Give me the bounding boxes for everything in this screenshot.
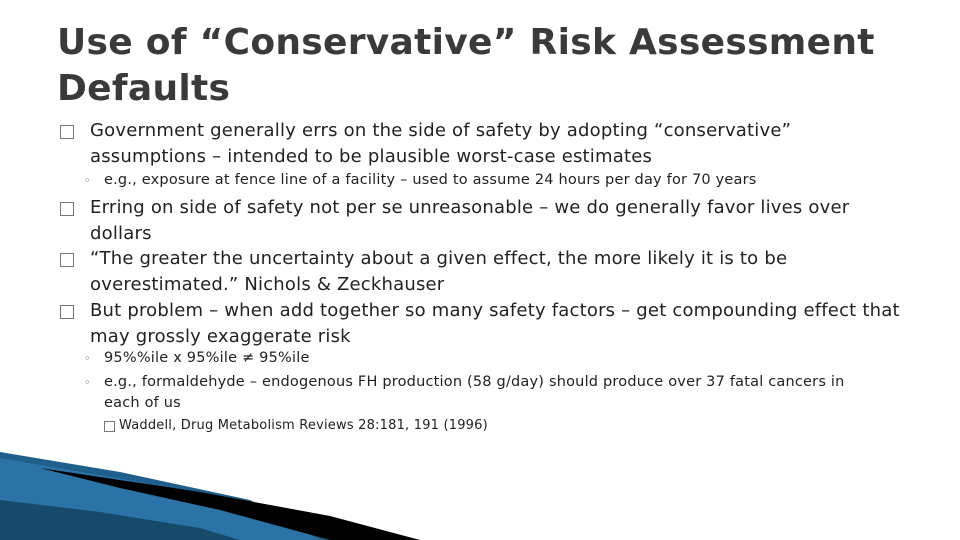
sub-bullet-icon: ◦ [84,376,91,389]
list-item [84,170,864,192]
slide-title: Use of “Conservative” Risk Assessment Defaults [57,22,875,109]
list-item [104,417,488,435]
list-item [84,348,864,370]
list-item [60,118,900,170]
bullet-text: 95%%ile x 95%ile ≠ 95%ile [104,350,310,366]
bullet-text: But problem – when add together so many safety factors – get compounding effect that may grossly exaggerate risk [90,300,900,347]
sub-bullet-icon: ◦ [84,352,91,365]
bullet-text: Government generally errs on the side of safety by adopting “conservative” assumptions – intended to be plausible worst-case estimates [90,120,792,167]
bullet-icon [60,305,74,319]
bullet-text: Erring on side of safety not per se unreasonable – we do generally favor lives over dollars [90,197,850,244]
bullet-icon [60,202,74,216]
bullet-text: Waddell, Drug Metabolism Reviews 28:181, 191 (1996) [119,418,488,433]
bullet-text: e.g., formaldehyde – endogenous FH production (58 g/day) should produce over 37 fatal cancers in each of us [104,374,845,411]
sub-bullet-icon: ◦ [84,174,91,187]
list-item [60,298,900,350]
list-item [84,372,864,414]
list-item [60,246,850,298]
bullet-icon [60,253,74,267]
bullet-icon [104,421,115,432]
list-item [60,195,895,247]
bullet-text: e.g., exposure at fence line of a facility – used to assume 24 hours per day for 70 years [104,172,757,188]
bullet-text: “The greater the uncertainty about a given effect, the more likely it is to be overestimated.” Nichols & Zeckhauser [90,248,788,295]
bullet-icon [60,125,74,139]
